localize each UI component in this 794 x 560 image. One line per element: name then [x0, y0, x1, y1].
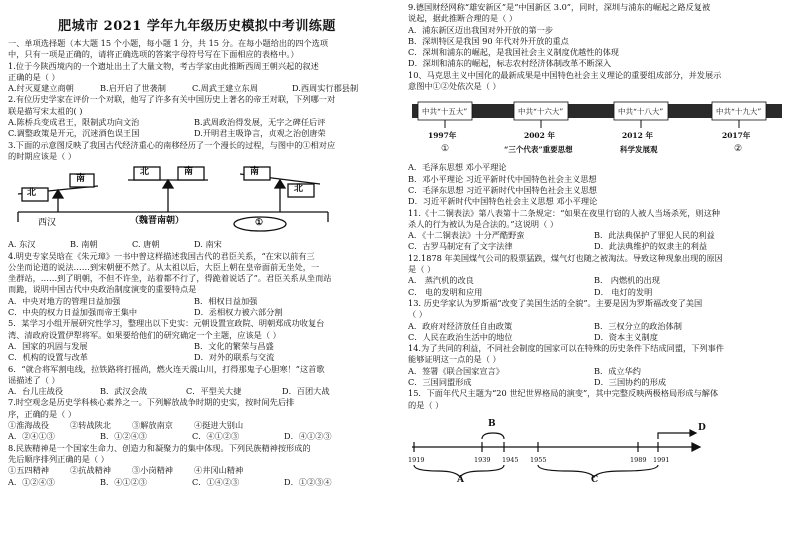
q7-option-d[interactable]: D．④①②③ [284, 431, 332, 442]
q10-line-2: 意图中①②处依次是（ ） [408, 81, 501, 92]
q14-option-a[interactable]: A．签署《联合国家宣言》 [408, 365, 504, 376]
q3-option-c[interactable]: C. 唐朝 [132, 239, 160, 250]
q15-year-1991: 1991 [653, 455, 670, 464]
q5-option-a[interactable]: A．国家的巩固与发展 [8, 340, 88, 351]
q10-year-4: 2017年 [722, 131, 751, 141]
q7-option-b[interactable]: B．①②④③ [100, 431, 147, 442]
q15-year-1955: 1955 [530, 455, 547, 464]
q3-diagram-graphic [8, 164, 386, 236]
q12-option-c[interactable]: C． 电的发明和应用 [408, 286, 483, 297]
q7-item-1: ①淮海战役 [8, 420, 49, 431]
q2-option-b[interactable]: B.武周政治得发展，无字之碑任后评 [194, 117, 326, 128]
q11-option-b[interactable]: B．此法典保护了罪犯人民的利益 [594, 230, 715, 241]
q9-option-d[interactable]: D．深圳和浦东的崛起，标志农村经济体制改革不断深入 [408, 58, 612, 69]
q10-option-a[interactable]: A．毛泽东思想 邓小平理论 [408, 162, 507, 173]
q2-option-c[interactable]: C.调整政策是开元，沉迷酒色误王国 [8, 128, 140, 139]
q8-items [8, 465, 386, 476]
q6-option-d[interactable]: D．百团大战 [282, 386, 330, 397]
q10-mark-1: ① [441, 144, 450, 155]
q10-box-4: 中共“十九大” [716, 107, 762, 117]
q4-line-1: 4.明史专家吴晗在《朱元璋》一书中曾这样描述我国古代的君臣关系，“在宋以前有三 [8, 250, 315, 261]
q13-line-1: 13. 历史学家认为罗斯福“改变了美国生活的全貌”。主要是因为罗斯福改变了美国 [408, 297, 703, 308]
q8-option-b[interactable]: B．④①②③ [100, 476, 147, 487]
q3-north-label-1: 北 [27, 188, 37, 199]
q8-item-2: ②抗战精神 [70, 465, 111, 476]
q10-year-1: 1997年 [428, 131, 457, 141]
section-heading-2: 中，只有一项是正确的，请将正确选项的答案字母符号写在下面相应的表格中。） [8, 49, 299, 60]
q6-option-c[interactable]: C．平型关大捷 [186, 386, 242, 397]
q8-option-c[interactable]: C．①④②③ [192, 476, 240, 487]
q15-letter-d: D [698, 422, 706, 433]
q10-box-3: 中共“十八大” [618, 107, 664, 117]
q6-line-1: 6．“就合将军割电线，拉铁路将打摇尚，燃火连天震山川，打得那鬼子心胆寒！”这首歌 [8, 363, 325, 374]
q11-option-d[interactable]: D．此法典维护的奴隶主的利益 [594, 241, 708, 252]
q10-timeline-graphic [408, 94, 786, 160]
q7-options [8, 431, 386, 442]
q15-year-1945: 1945 [502, 455, 519, 464]
q4-line-4: 而跪，说明中国古代中央政治制度演变的重要特点是 [8, 284, 197, 295]
q1-option-b[interactable]: B.启开启了世袭制 [100, 83, 166, 94]
q1-stem-2: 正确的是（ ） [8, 71, 60, 82]
q3-option-a[interactable]: A. 东汉 [8, 239, 36, 250]
q7-line-2: 序，正确的是（ ） [8, 408, 77, 419]
q15-line-2: 的是（ ） [408, 399, 444, 410]
q10-line-1: 10、马克思主义中国化的最新成果是中国特色社会主义理论的重要组成部分，并发展示 [408, 69, 722, 80]
q11-option-a[interactable]: A．《十二铜表法》十分严酷野蛮 [408, 230, 525, 241]
q7-item-2: ②转战陕北 [70, 420, 111, 431]
q6-option-a[interactable]: A．台儿庄战役 [8, 386, 64, 397]
q9-option-b[interactable]: B．深圳特区是我国 90 年代对外开放的重点 [408, 35, 569, 46]
q6-option-b[interactable]: B．武汉会战 [100, 386, 147, 397]
q8-option-d[interactable]: D．①②③④ [284, 476, 332, 487]
q2-option-a[interactable]: A.陈桥兵变成君王，限制武功向文治 [8, 117, 140, 128]
q3-option-d[interactable]: D. 南宋 [194, 239, 222, 250]
q3-south-label-2: 南 [184, 167, 194, 178]
q10-option-d[interactable]: D．习近平新时代中国特色社会主义思想 邓小平理论 [408, 196, 598, 207]
q3-diagram [8, 164, 386, 236]
right-column [408, 2, 786, 485]
q15-letter-b: B [488, 418, 496, 429]
q7-items [8, 420, 386, 431]
q14-option-d[interactable]: D．三国协约的形成 [594, 377, 667, 388]
q3-weijin-label: （魏晋南朝） [130, 216, 185, 227]
q13-option-b[interactable]: B．三权分立的政治体制 [594, 320, 682, 331]
q15-year-1919: 1919 [408, 455, 425, 464]
q5-option-b[interactable]: B．文化的繁荣与昌盛 [194, 340, 274, 351]
q8-line-2: 先后顺序排列正确的是（ ） [8, 453, 109, 464]
q11-line-2: 杀人的行为被认为是合法的。”这说明（ ） [408, 218, 559, 229]
left-column [8, 38, 386, 488]
q1-option-d[interactable]: D.西周实行郡县制 [292, 83, 359, 94]
q8-item-1: ①五四精神 [8, 465, 49, 476]
q4-option-b[interactable]: B．相权日益加强 [194, 295, 258, 306]
q10-mark-2: “三个代表”重要思想 [504, 145, 573, 155]
q6-options [8, 386, 386, 397]
q13-option-a[interactable]: A．政府对经济放任自由政策 [408, 320, 513, 331]
q10-timeline [408, 94, 786, 160]
q3-circle-mark: ① [255, 218, 264, 229]
q12-line-1: 12.1878 年美国煤气公司的股票猛跌，煤气灯也随之被淘汰。导致这种现象出现的原因 [408, 252, 723, 263]
q4-option-a[interactable]: A．中央对地方的管理日益加强 [8, 295, 121, 306]
q4-option-c[interactable]: C．中央的权力日益加强而帝王集中 [8, 307, 138, 318]
q5-line-2: 湾、清政府设置伊犁将军。如果要给他们的研究确定一个主题，应该是（ ） [8, 329, 281, 340]
q3-stem: 3.下面的示意图反映了我国古代经济重心的南移经历了一个漫长的过程，与图中的①相对应 [8, 139, 336, 150]
q3-stem-2: 的时期应该是（ ） [8, 150, 77, 161]
q5-option-c[interactable]: C．机构的设置与改革 [8, 352, 88, 363]
q8-options [8, 477, 386, 488]
q15-letter-a: A [457, 474, 464, 485]
q5-line-1: 5．某学习小组开展研究性学习，整理出以下史实：元朝设置宣政院、明朝郑成功收复台 [8, 318, 325, 329]
q3-south-label-1: 南 [76, 174, 86, 185]
q13-option-c[interactable]: C．人民在政治生活中的地位 [408, 331, 513, 342]
q8-item-4: ④井冈山精神 [194, 465, 244, 476]
q1-options [8, 83, 386, 94]
q7-option-c[interactable]: C．④①②③ [192, 431, 240, 442]
q7-item-3: ③解放南京 [132, 420, 173, 431]
q10-mark-3: 科学发展观 [620, 145, 658, 155]
q3-options [8, 239, 386, 250]
q7-item-4: ④挺进大别山 [194, 420, 244, 431]
q2-option-d[interactable]: D.开明君主吸诤言，贞观之治创唐荣 [194, 128, 326, 139]
q2-stem-2: 联是描写宋太祖的( ) [8, 105, 83, 116]
q13-line-2: （ ） [408, 309, 427, 320]
page-title: 肥城市 2021 学年九年级历史模拟中考训练题 [58, 19, 336, 34]
section-heading: 一、单项选择题（本大题 15 个小题，每小题 1 分，共 15 分。在每小题给出的四个选项 [8, 38, 329, 48]
q15-timeline [408, 418, 786, 485]
q8-item-3: ③小岗精神 [132, 465, 173, 476]
q10-option-c[interactable]: C．毛泽东思想 习近平新时代中国特色社会主义思想 [408, 184, 597, 195]
q10-box-2: 中共“十六大” [518, 107, 564, 117]
q12-option-a[interactable]: A． 蒸汽机的改良 [408, 275, 474, 286]
q6-line-2: 谣描述了（ ） [8, 374, 60, 385]
q14-line-2: 能够证明这一点的是（ ） [408, 354, 501, 365]
q3-south-label-3: 南 [250, 167, 260, 178]
q3-north-label-3: 北 [294, 184, 304, 195]
q10-year-2: 2002 年 [524, 131, 555, 141]
q3-west-han-label: 西汉 [38, 218, 57, 229]
q14-option-c[interactable]: C．三国同盟形成 [408, 377, 472, 388]
q12-option-b[interactable]: B． 内燃机的出现 [594, 275, 660, 286]
q7-option-a[interactable]: A．②④①③ [8, 431, 55, 442]
q14-option-b[interactable]: B．成立华约 [594, 365, 641, 376]
q11-line-1: 11.《十二铜表法》第八表第十二条规定：“如果在夜里行窃的人被人当场杀死，则这种 [408, 207, 720, 218]
q9-option-a[interactable]: A．浦东新区迈出我国对外开放的第一步 [408, 24, 554, 35]
q8-line-1: 8.民族精神是一个国家生命力、创造力和凝聚力的集中体现。下列民族精神按形成的 [8, 442, 311, 453]
q7-line-1: 7.时空观念是历史学科核心素养之一。下列解放战争时期的史实，按时间先后排 [8, 397, 295, 408]
q12-line-2: 是（ ） [408, 264, 436, 275]
q15-line-1: 15．下面年代尺主题为“20 世纪世界格局的演变”，其中完整反映两极格局形成与解体 [408, 388, 719, 399]
q9-line-1: 9.德国财经网称“雄安新区”是“中国新区 3.0”，同时，深圳与浦东的崛起之路反复被 [408, 2, 711, 12]
q2-stem: 2.有位历史学家在评价一个对联，他写了许多有关中国历史上著名的帝王对联，下列哪一对 [8, 94, 336, 105]
q13-option-d[interactable]: D．资本主义制度 [594, 331, 658, 342]
q10-year-3: 2012 年 [622, 131, 653, 141]
q4-line-2: 公坐而论道的说法……到宋朝便不然了。从太祖以后，大臣上朝在皇帝面前无坐处，一 [8, 261, 320, 272]
q1-stem: 1.位于今陕西境内的一个遗址出土了大量文物，考古学家由此推断西周王朝兴起的叙述 [8, 60, 319, 71]
q3-option-b[interactable]: B. 南朝 [70, 239, 98, 250]
q10-mark-4: ② [734, 144, 743, 155]
q10-box-1: 中共“十五大” [422, 107, 468, 117]
q14-line-1: 14.为了共同的利益，不同社会制度的国家可以在特殊的历史条件下结成同盟，下列事件 [408, 343, 724, 354]
q10-option-b[interactable]: B．邓小平理论 习近平新时代中国特色社会主义思想 [408, 173, 597, 184]
q9-line-2: 说起，据此推断合理的是（ ） [408, 13, 518, 24]
q5-option-d[interactable]: D．对外的联系与交流 [194, 352, 275, 363]
q4-line-3: 坐群站，……到了明朝，不但不许坐，站着都不行了，得跪着说话了”。君臣关系从坐而站 [8, 273, 332, 284]
q3-north-label-2: 北 [140, 167, 150, 178]
q1-option-a[interactable]: A.纣灭夏建立商朝 [8, 83, 74, 94]
q9-option-c[interactable]: C．深圳和浦东的崛起，是我国社会主义制度优越性的体现 [408, 47, 619, 58]
q15-year-1939: 1939 [474, 455, 491, 464]
q11-option-c[interactable]: C．古罗马制定有了文字法律 [408, 241, 513, 252]
q15-letter-c: C [591, 474, 599, 485]
q15-year-1989: 1989 [630, 455, 647, 464]
q1-option-c[interactable]: C.周武王建立东周 [192, 83, 258, 94]
q4-option-d[interactable]: D．丞相权力被六部分割 [194, 307, 283, 318]
q12-option-d[interactable]: D． 电灯的发明 [594, 286, 653, 297]
q8-option-a[interactable]: A．①②④③ [8, 476, 55, 487]
